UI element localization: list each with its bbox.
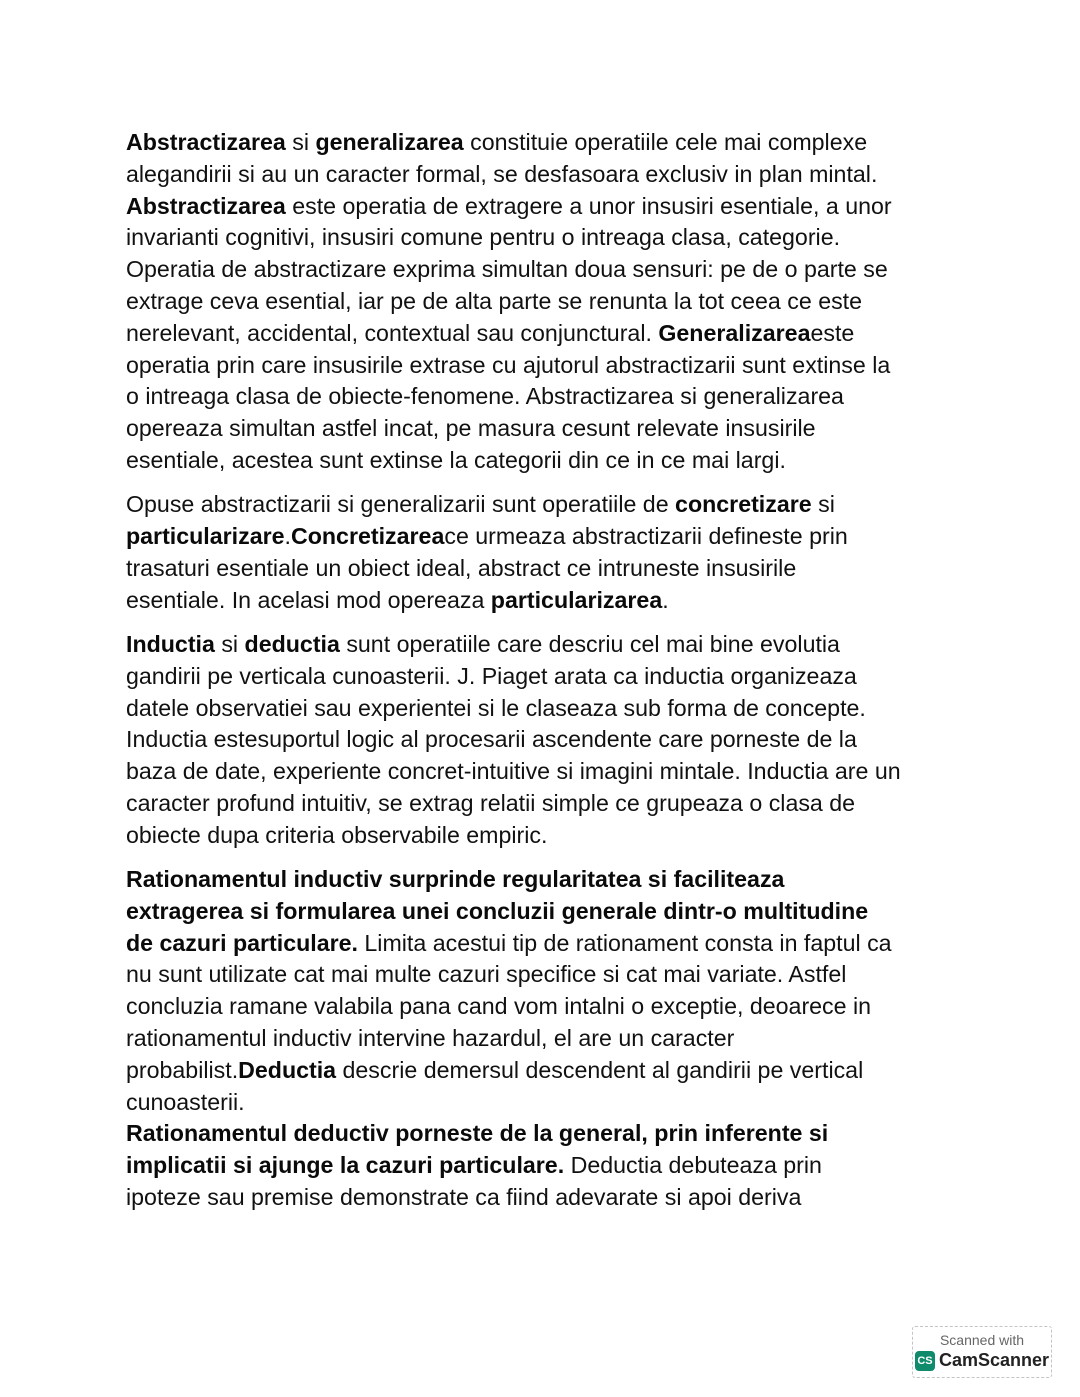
text-run: Deductia debuteaza prin (564, 1152, 822, 1179)
text-run: gandirii pe verticala cunoasterii. J. Piaget arata ca inductia organizeaza (126, 662, 857, 689)
text-run: probabilist. (126, 1056, 239, 1083)
bold-term: Rationamentul deductiv porneste de la general, prin inferente si (126, 1120, 829, 1147)
text-line (126, 222, 966, 254)
bold-term: Rationamentul inductiv surprinde regularitatea si faciliteaza (126, 866, 785, 893)
text-run: datele observatiei sau experientei si le claseaza sub forma de concepte. (126, 694, 866, 721)
text-run: extrage ceva esential, iar pe de alta parte se renunta la tot ceea ce este (126, 287, 863, 314)
text-run: rationamentul inductiv intervine hazardul, el are un caracter (126, 1025, 735, 1052)
text-line (126, 629, 966, 661)
bold-term: Deductia (238, 1056, 337, 1083)
watermark-brand-name: CamScanner (938, 1350, 1050, 1370)
text-line (126, 991, 966, 1023)
bold-term: concretizare (675, 491, 812, 518)
text-run: esentiale. In acelasi mod opereaza (126, 586, 491, 613)
text-run: este operatia de extragere a unor insusiri esentiale, a unor (285, 192, 892, 219)
text-run: si (285, 129, 316, 155)
bold-term: de cazuri particulare. (126, 929, 358, 956)
bold-term: particularizare (126, 523, 285, 550)
text-run: obiecte dupa criteria observabile empiric. (126, 821, 548, 848)
text-run: . (662, 586, 669, 613)
text-line (126, 381, 966, 413)
text-line (126, 756, 966, 788)
text-line (126, 928, 966, 960)
text-line (126, 788, 966, 820)
text-run: invarianti cognitivi, insusiri comune pentru o intreaga clasa, categorie. (126, 224, 841, 251)
text-run: trasaturi esentiale un obiect ideal, abstract ce intruneste insusirile (126, 554, 797, 581)
text-run: si (214, 630, 245, 657)
text-run: operatia prin care insusirile extrase cu ajutorul abstractizarii sunt extinse la (126, 351, 891, 378)
text-run: esentiale, acestea sunt extinse la categorii din ce in ce mai largi. (126, 446, 786, 473)
text-line (126, 661, 966, 693)
text-line (126, 585, 966, 617)
paragraph (126, 864, 966, 1118)
bold-term: extragerea si formularea unei concluzii generale dintr-o multitudine (126, 897, 869, 924)
text-run: nu sunt utilizate cat mai multe cazuri specifice si cat mai variate. Astfel (126, 961, 847, 988)
text-line (126, 445, 966, 477)
text-line (126, 1182, 966, 1214)
camscanner-logo-icon: CS (915, 1351, 935, 1371)
text-run: o intreaga clasa de obiecte-fenomene. Abstractizarea si generalizarea (126, 383, 844, 410)
text-line (126, 1023, 966, 1055)
text-line (126, 350, 966, 382)
text-line (126, 254, 966, 286)
paragraph (126, 489, 966, 616)
text-run: alegandirii si au un caracter formal, se desfasoara exclusiv in plan mintal. (126, 160, 878, 187)
bold-term: Generalizarea (658, 319, 811, 346)
text-line (126, 1055, 966, 1087)
bold-term: implicatii si ajunge la cazuri particulare. (126, 1152, 565, 1179)
text-line (126, 489, 966, 521)
bold-term: particularizarea (490, 586, 663, 613)
text-line (126, 820, 966, 852)
text-line (126, 127, 966, 159)
text-line (126, 191, 966, 223)
text-run: ipoteze sau premise demonstrate ca fiind adevarate si apoi deriva (126, 1184, 802, 1210)
text-run: Opuse abstractizarii si generalizarii sunt operatiile de (126, 491, 676, 518)
text-run: Inductia estesuportul logic al procesarii ascendente care porneste de la (126, 726, 857, 753)
text-run: Limita acestui tip de rationament consta in faptul ca (357, 929, 892, 956)
bold-term: Abstractizarea (126, 192, 286, 219)
text-line (126, 553, 966, 585)
paragraph (126, 629, 966, 852)
bold-term: generalizarea (315, 129, 464, 155)
text-run: descrie demersul descendent al gandirii pe vertical (336, 1056, 864, 1083)
text-run: cunoasterii. (126, 1088, 245, 1115)
text-run: Operatia de abstractizare exprima simultan doua sensuri: pe de o parte se (126, 256, 888, 283)
document-body (126, 127, 966, 1226)
text-run: si (811, 491, 835, 518)
text-line (126, 693, 966, 725)
camscanner-watermark (912, 1326, 1052, 1378)
text-run: sunt operatiile care descriu cel mai bine evolutia (339, 630, 840, 657)
text-run: . (284, 523, 291, 550)
text-run: baza de date, experiente concret-intuitive si imagini mintale. Inductia are un (126, 758, 901, 785)
bold-term: Concretizarea (290, 523, 445, 550)
text-line (126, 413, 966, 445)
paragraph (126, 127, 966, 477)
text-line (126, 521, 966, 553)
text-run: caracter profund intuitiv, se extrag relatii simple ce grupeaza o clasa de (126, 789, 856, 816)
text-line (126, 1118, 966, 1150)
bold-term: deductia (244, 630, 340, 657)
text-line (126, 864, 966, 896)
watermark-brand (913, 1350, 1051, 1371)
text-run: constituie operatiile cele mai complexe (463, 129, 868, 155)
text-line (126, 724, 966, 756)
text-run: nerelevant, accidental, contextual sau conjunctural. (126, 319, 659, 346)
bold-term: Abstractizarea (126, 129, 286, 155)
text-line (126, 159, 966, 191)
text-line (126, 1150, 966, 1182)
paragraph (126, 1118, 966, 1213)
text-line (126, 959, 966, 991)
text-line (126, 318, 966, 350)
text-line (126, 1087, 966, 1119)
text-run: este (810, 319, 855, 346)
text-line (126, 896, 966, 928)
text-run: opereaza simultan astfel incat, pe masura cesunt relevate insusirile (126, 415, 816, 442)
text-run: ce urmeaza abstractizarii defineste prin (444, 523, 848, 550)
bold-term: Inductia (126, 630, 215, 657)
text-run: concluzia ramane valabila pana cand vom intalni o exceptie, deoarece in (126, 993, 872, 1020)
text-line (126, 286, 966, 318)
watermark-caption: Scanned with (939, 1332, 1025, 1348)
